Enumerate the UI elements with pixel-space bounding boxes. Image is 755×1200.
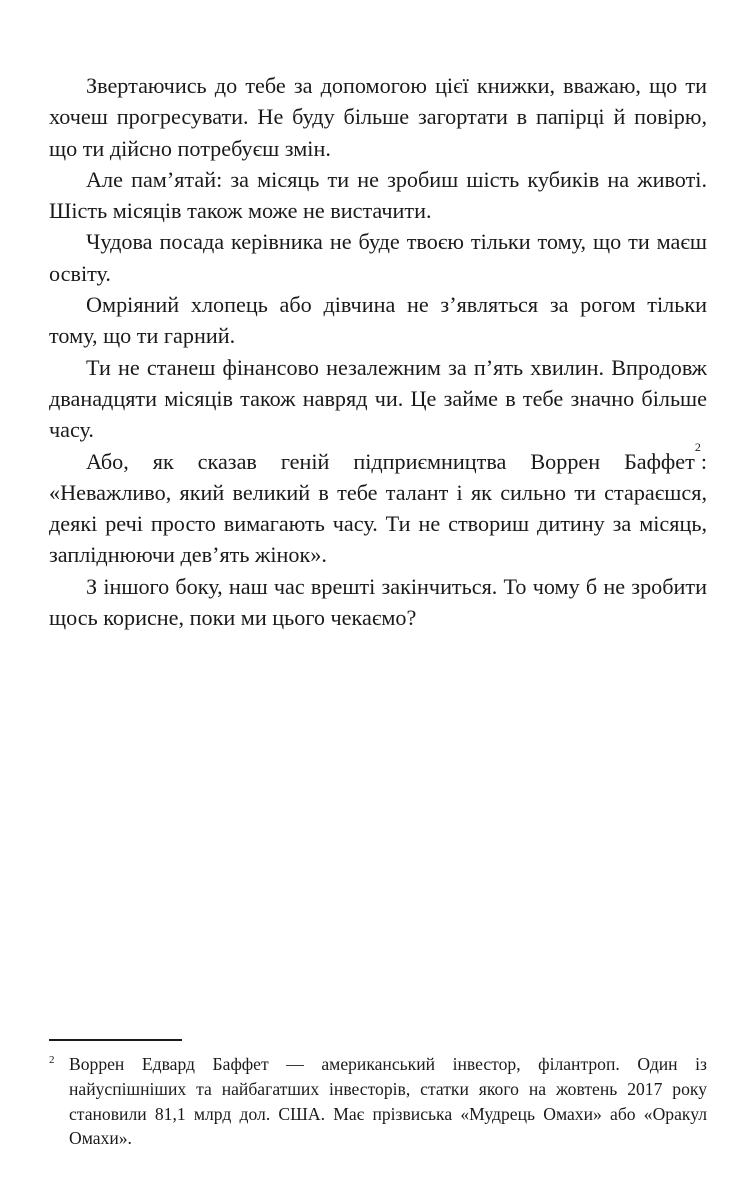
- paragraph-intro: Звертаючись до тебе за допомогою цієї книжки, вважаю, що ти хочеш прогресувати. Не буду більше загортати в папірці й повірю, що ти дійсно потребуєш змін.: [49, 73, 707, 161]
- footnote-divider: [49, 1039, 182, 1041]
- footnote-text: Воррен Едвард Баффет — американський інвестор, філантроп. Один із найуспішніших та найбагатших інвесторів, статки якого на жовтень 2017 року становили 81,1 млрд дол. США. Має прізвиська «Мудрець Омахи» або «Оракул Омахи».: [69, 1054, 707, 1149]
- quote-text: : «Неважливо, який великий в тебе талант і як сильно ти стараєшся, деякі речі просто вимагають часу. Ти не створиш дитину за місяць, запліднюючи дев’ять жінок».: [49, 448, 707, 568]
- quote-intro: Або, як сказав геній підприємництва Воррен Баффет: [86, 448, 695, 474]
- main-text: [49, 70, 707, 633]
- paragraph-partner: Омріяний хлопець або дівчина не з’являться за рогом тільки тому, що ти гарний.: [49, 292, 707, 349]
- paragraph-finance: Ти не станеш фінансово незалежним за п’ять хвилин. Впродовж дванадцяти місяців також навряд чи. Це займе в тебе значно більше часу.: [49, 354, 707, 443]
- footnote: [49, 1052, 707, 1151]
- footnote-marker: 2: [49, 1054, 55, 1066]
- paragraph-buffett-quote: [49, 440, 707, 571]
- footnote-reference[interactable]: 2: [694, 440, 701, 455]
- paragraph-six-pack: Але пам’ятай: за місяць ти не зробиш шість кубиків на животі. Шість місяців також може не вистачити.: [49, 166, 707, 224]
- paragraph-manager: Чудова посада керівника не буде твоєю тільки тому, що ти маєш освіту.: [49, 229, 707, 286]
- paragraph-closing: З іншого боку, наш час врешті закінчиться. То чому б не зробити щось корисне, поки ми цього чекаємо?: [49, 573, 707, 631]
